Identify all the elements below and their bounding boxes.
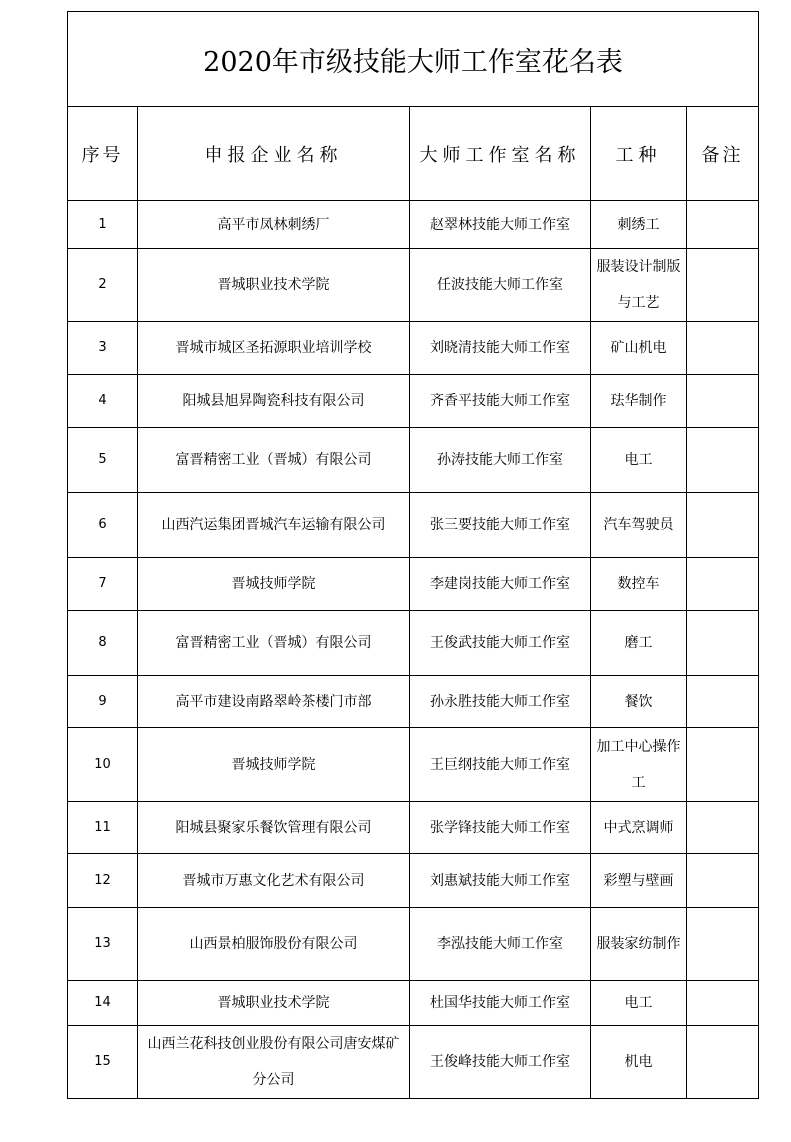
cell-studio: 刘惠斌技能大师工作室 <box>410 854 591 908</box>
table-body <box>68 201 759 1099</box>
table-row <box>68 375 759 428</box>
cell-remark <box>687 676 759 728</box>
cell-remark <box>687 981 759 1026</box>
table-row <box>68 611 759 676</box>
cell-company: 高平市建设南路翠岭茶楼门市部 <box>138 676 410 728</box>
table-row <box>68 802 759 854</box>
cell-company: 晋城职业技术学院 <box>138 249 410 322</box>
cell-remark <box>687 802 759 854</box>
cell-studio: 王俊峰技能大师工作室 <box>410 1026 591 1099</box>
cell-studio: 张学锋技能大师工作室 <box>410 802 591 854</box>
table-row <box>68 854 759 908</box>
cell-remark <box>687 322 759 375</box>
cell-trade: 服装设计制版与工艺 <box>591 249 687 322</box>
cell-no: 12 <box>68 854 138 908</box>
table-row <box>68 908 759 981</box>
table-row <box>68 322 759 375</box>
cell-studio: 孙涛技能大师工作室 <box>410 428 591 493</box>
table-row <box>68 981 759 1026</box>
cell-no: 1 <box>68 201 138 249</box>
title-row <box>68 12 759 107</box>
cell-no: 6 <box>68 493 138 558</box>
cell-remark <box>687 375 759 428</box>
cell-studio: 杜国华技能大师工作室 <box>410 981 591 1026</box>
table-row <box>68 676 759 728</box>
table-row <box>68 493 759 558</box>
cell-no: 4 <box>68 375 138 428</box>
cell-no: 11 <box>68 802 138 854</box>
cell-remark <box>687 493 759 558</box>
cell-company: 高平市凤林刺绣厂 <box>138 201 410 249</box>
cell-no: 10 <box>68 728 138 802</box>
cell-trade: 汽车驾驶员 <box>591 493 687 558</box>
cell-remark <box>687 611 759 676</box>
cell-company: 山西景柏服饰股份有限公司 <box>138 908 410 981</box>
table-row <box>68 1026 759 1099</box>
table-row <box>68 728 759 802</box>
cell-remark <box>687 428 759 493</box>
cell-company: 晋城技师学院 <box>138 558 410 611</box>
cell-studio: 赵翠林技能大师工作室 <box>410 201 591 249</box>
cell-trade: 服装家纺制作 <box>591 908 687 981</box>
cell-company: 山西汽运集团晋城汽车运输有限公司 <box>138 493 410 558</box>
cell-no: 2 <box>68 249 138 322</box>
cell-studio: 刘晓清技能大师工作室 <box>410 322 591 375</box>
column-header-remark: 备注 <box>687 107 759 201</box>
cell-no: 13 <box>68 908 138 981</box>
cell-remark <box>687 201 759 249</box>
cell-remark <box>687 908 759 981</box>
studio-roster-table <box>67 11 759 1099</box>
cell-trade: 电工 <box>591 428 687 493</box>
cell-trade: 中式烹调师 <box>591 802 687 854</box>
cell-remark <box>687 558 759 611</box>
cell-no: 8 <box>68 611 138 676</box>
cell-company: 晋城技师学院 <box>138 728 410 802</box>
cell-studio: 齐香平技能大师工作室 <box>410 375 591 428</box>
cell-studio: 张三要技能大师工作室 <box>410 493 591 558</box>
cell-trade: 矿山机电 <box>591 322 687 375</box>
cell-company: 晋城市万惠文化艺术有限公司 <box>138 854 410 908</box>
header-row <box>68 107 759 201</box>
cell-studio: 李建岗技能大师工作室 <box>410 558 591 611</box>
cell-remark <box>687 728 759 802</box>
column-header-no: 序号 <box>68 107 138 201</box>
cell-company: 山西兰花科技创业股份有限公司唐安煤矿分公司 <box>138 1026 410 1099</box>
cell-remark <box>687 1026 759 1099</box>
cell-trade: 数控车 <box>591 558 687 611</box>
cell-trade: 机电 <box>591 1026 687 1099</box>
cell-trade: 加工中心操作工 <box>591 728 687 802</box>
table-row <box>68 201 759 249</box>
cell-company: 阳城县聚家乐餐饮管理有限公司 <box>138 802 410 854</box>
cell-studio: 孙永胜技能大师工作室 <box>410 676 591 728</box>
cell-remark <box>687 854 759 908</box>
document-title: 2020年市级技能大师工作室花名表 <box>68 12 759 107</box>
table-row <box>68 558 759 611</box>
table-row <box>68 249 759 322</box>
cell-no: 15 <box>68 1026 138 1099</box>
cell-remark <box>687 249 759 322</box>
cell-trade: 刺绣工 <box>591 201 687 249</box>
cell-no: 5 <box>68 428 138 493</box>
cell-trade: 彩塑与壁画 <box>591 854 687 908</box>
table-row <box>68 428 759 493</box>
column-header-trade: 工种 <box>591 107 687 201</box>
cell-no: 3 <box>68 322 138 375</box>
cell-studio: 王巨纲技能大师工作室 <box>410 728 591 802</box>
cell-no: 9 <box>68 676 138 728</box>
cell-no: 14 <box>68 981 138 1026</box>
cell-trade: 珐华制作 <box>591 375 687 428</box>
cell-studio: 李泓技能大师工作室 <box>410 908 591 981</box>
column-header-studio: 大师工作室名称 <box>410 107 591 201</box>
column-header-company: 申报企业名称 <box>138 107 410 201</box>
cell-company: 富晋精密工业（晋城）有限公司 <box>138 428 410 493</box>
cell-no: 7 <box>68 558 138 611</box>
cell-studio: 任波技能大师工作室 <box>410 249 591 322</box>
cell-company: 富晋精密工业（晋城）有限公司 <box>138 611 410 676</box>
cell-trade: 磨工 <box>591 611 687 676</box>
cell-company: 晋城市城区圣拓源职业培训学校 <box>138 322 410 375</box>
cell-company: 阳城县旭昇陶瓷科技有限公司 <box>138 375 410 428</box>
cell-trade: 电工 <box>591 981 687 1026</box>
cell-studio: 王俊武技能大师工作室 <box>410 611 591 676</box>
cell-trade: 餐饮 <box>591 676 687 728</box>
cell-company: 晋城职业技术学院 <box>138 981 410 1026</box>
